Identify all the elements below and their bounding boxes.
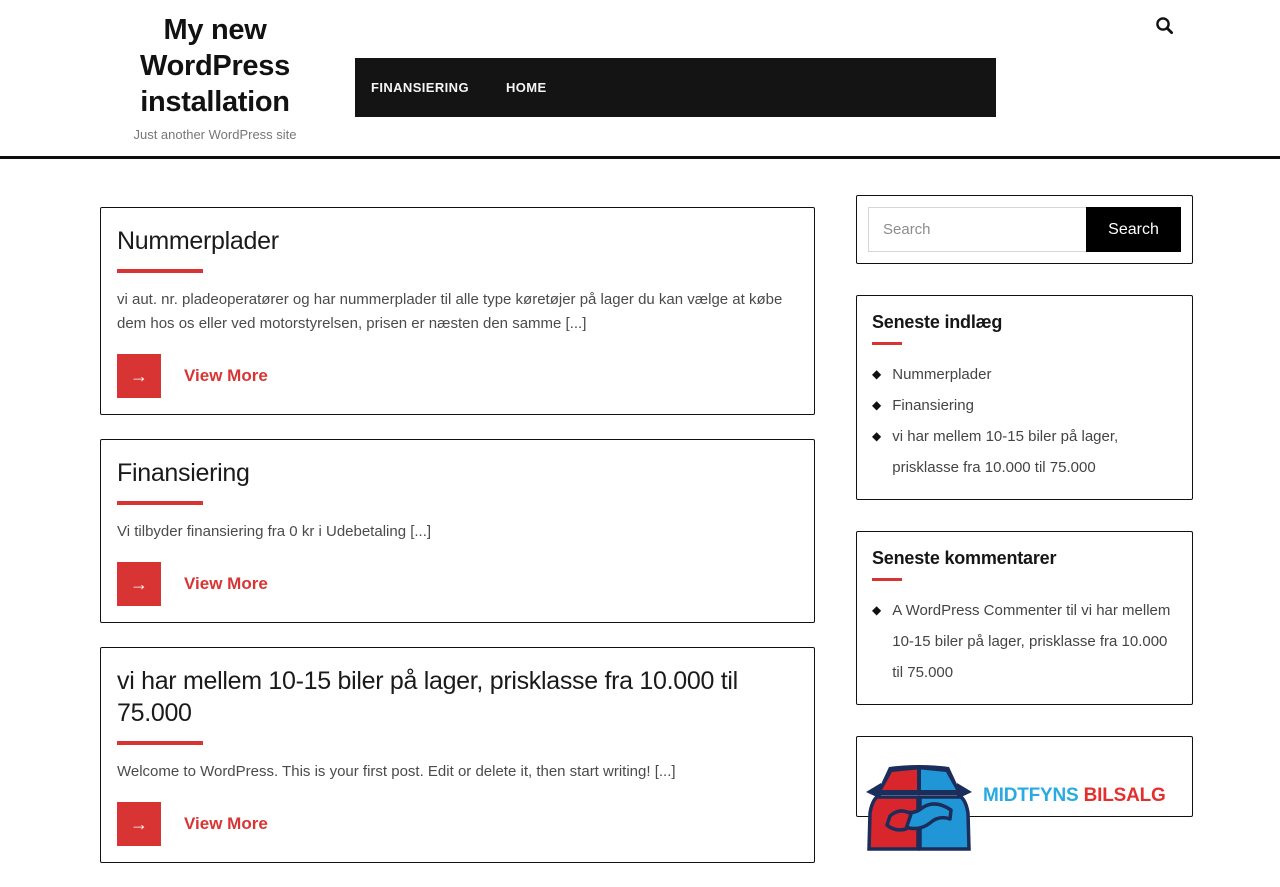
view-more-button[interactable] [117,562,794,606]
recent-comments-widget [856,531,1193,705]
recent-posts-list [872,359,1177,483]
widget-accent-rule [872,578,902,581]
search-widget [856,195,1193,264]
post-title-link[interactable]: vi har mellem 10-15 biler på lager, prisklasse fra 10.000 til 75.000 [117,667,738,727]
recent-post-link[interactable]: Finansiering [892,397,974,414]
site-header [0,0,1280,159]
car-handshake-icon [863,763,975,854]
widget-accent-rule [872,342,902,345]
search-form [868,207,1181,252]
posts-column [100,207,815,887]
list-item [872,390,1177,421]
view-more-button[interactable] [117,354,794,398]
list-item [872,595,1177,688]
post-excerpt: Vi tilbyder finansiering fra 0 kr i Udebetaling [...] [117,523,432,540]
comment-author-link[interactable]: A WordPress Commenter [892,602,1063,619]
midtfyns-bilsalg-logo [863,763,1178,854]
view-more-button[interactable] [117,802,794,846]
content-area [0,159,1280,887]
sidebar [856,195,1193,887]
diamond-bullet-icon: ◆ [872,398,882,412]
widget-title: Seneste kommentarer [872,548,1057,568]
logo-text-secondary: BILSALG [1083,785,1166,806]
site-tagline: Just another WordPress site [133,127,297,142]
post-title-link[interactable]: Finansiering [117,459,250,487]
list-item [872,421,1177,483]
arrow-right-icon: → [117,802,161,846]
recent-comments-list [872,595,1177,688]
diamond-bullet-icon: ◆ [872,367,882,381]
post-title-link[interactable]: Nummerplader [117,227,279,255]
comment-post-link[interactable]: vi har mellem 10-15 biler på lager, prisklasse fra 10.000 til 75.000 [892,602,1171,681]
list-item [872,359,1177,390]
nav-item-home[interactable]: HOME [505,80,547,95]
site-branding [112,12,318,142]
title-accent-rule [117,269,203,273]
comment-text [892,595,1177,688]
search-icon [1155,16,1174,40]
nav-item-finansiering[interactable]: FINANSIERING [371,80,469,95]
logo-text [983,785,1166,807]
view-more-label: View More [184,574,268,593]
arrow-right-icon: → [117,354,161,398]
comment-connector: til [1062,602,1082,619]
search-input[interactable] [868,207,1086,252]
view-more-label: View More [184,814,268,833]
diamond-bullet-icon: ◆ [872,429,882,443]
post-excerpt: vi aut. nr. pladeoperatører og har nummerplader til alle type køretøjer på lager du kan vælge at købe dem hos os eller ved motorstyrelsen, prisen er næsten den samme [...] [117,291,783,332]
post-card-biler [100,647,815,863]
recent-post-link[interactable]: vi har mellem 10-15 biler på lager, prisklasse fra 10.000 til 75.000 [892,428,1119,476]
main-nav [355,58,996,117]
recent-posts-widget [856,295,1193,500]
recent-post-link[interactable]: Nummerplader [892,366,992,383]
site-title[interactable]: My new WordPress installation [140,14,290,118]
post-card-nummerplader [100,207,815,415]
arrow-right-icon: → [117,562,161,606]
post-card-finansiering [100,439,815,623]
title-accent-rule [117,741,203,745]
title-accent-rule [117,501,203,505]
view-more-label: View More [184,366,268,385]
diamond-bullet-icon: ◆ [872,603,882,617]
logo-widget [856,736,1193,817]
widget-title: Seneste indlæg [872,312,1003,332]
search-button[interactable]: Search [1086,207,1181,252]
logo-text-primary: MIDTFYNS [983,785,1079,806]
post-excerpt: Welcome to WordPress. This is your first post. Edit or delete it, then start writing! [...] [117,763,676,780]
header-search-toggle[interactable] [1148,12,1180,44]
